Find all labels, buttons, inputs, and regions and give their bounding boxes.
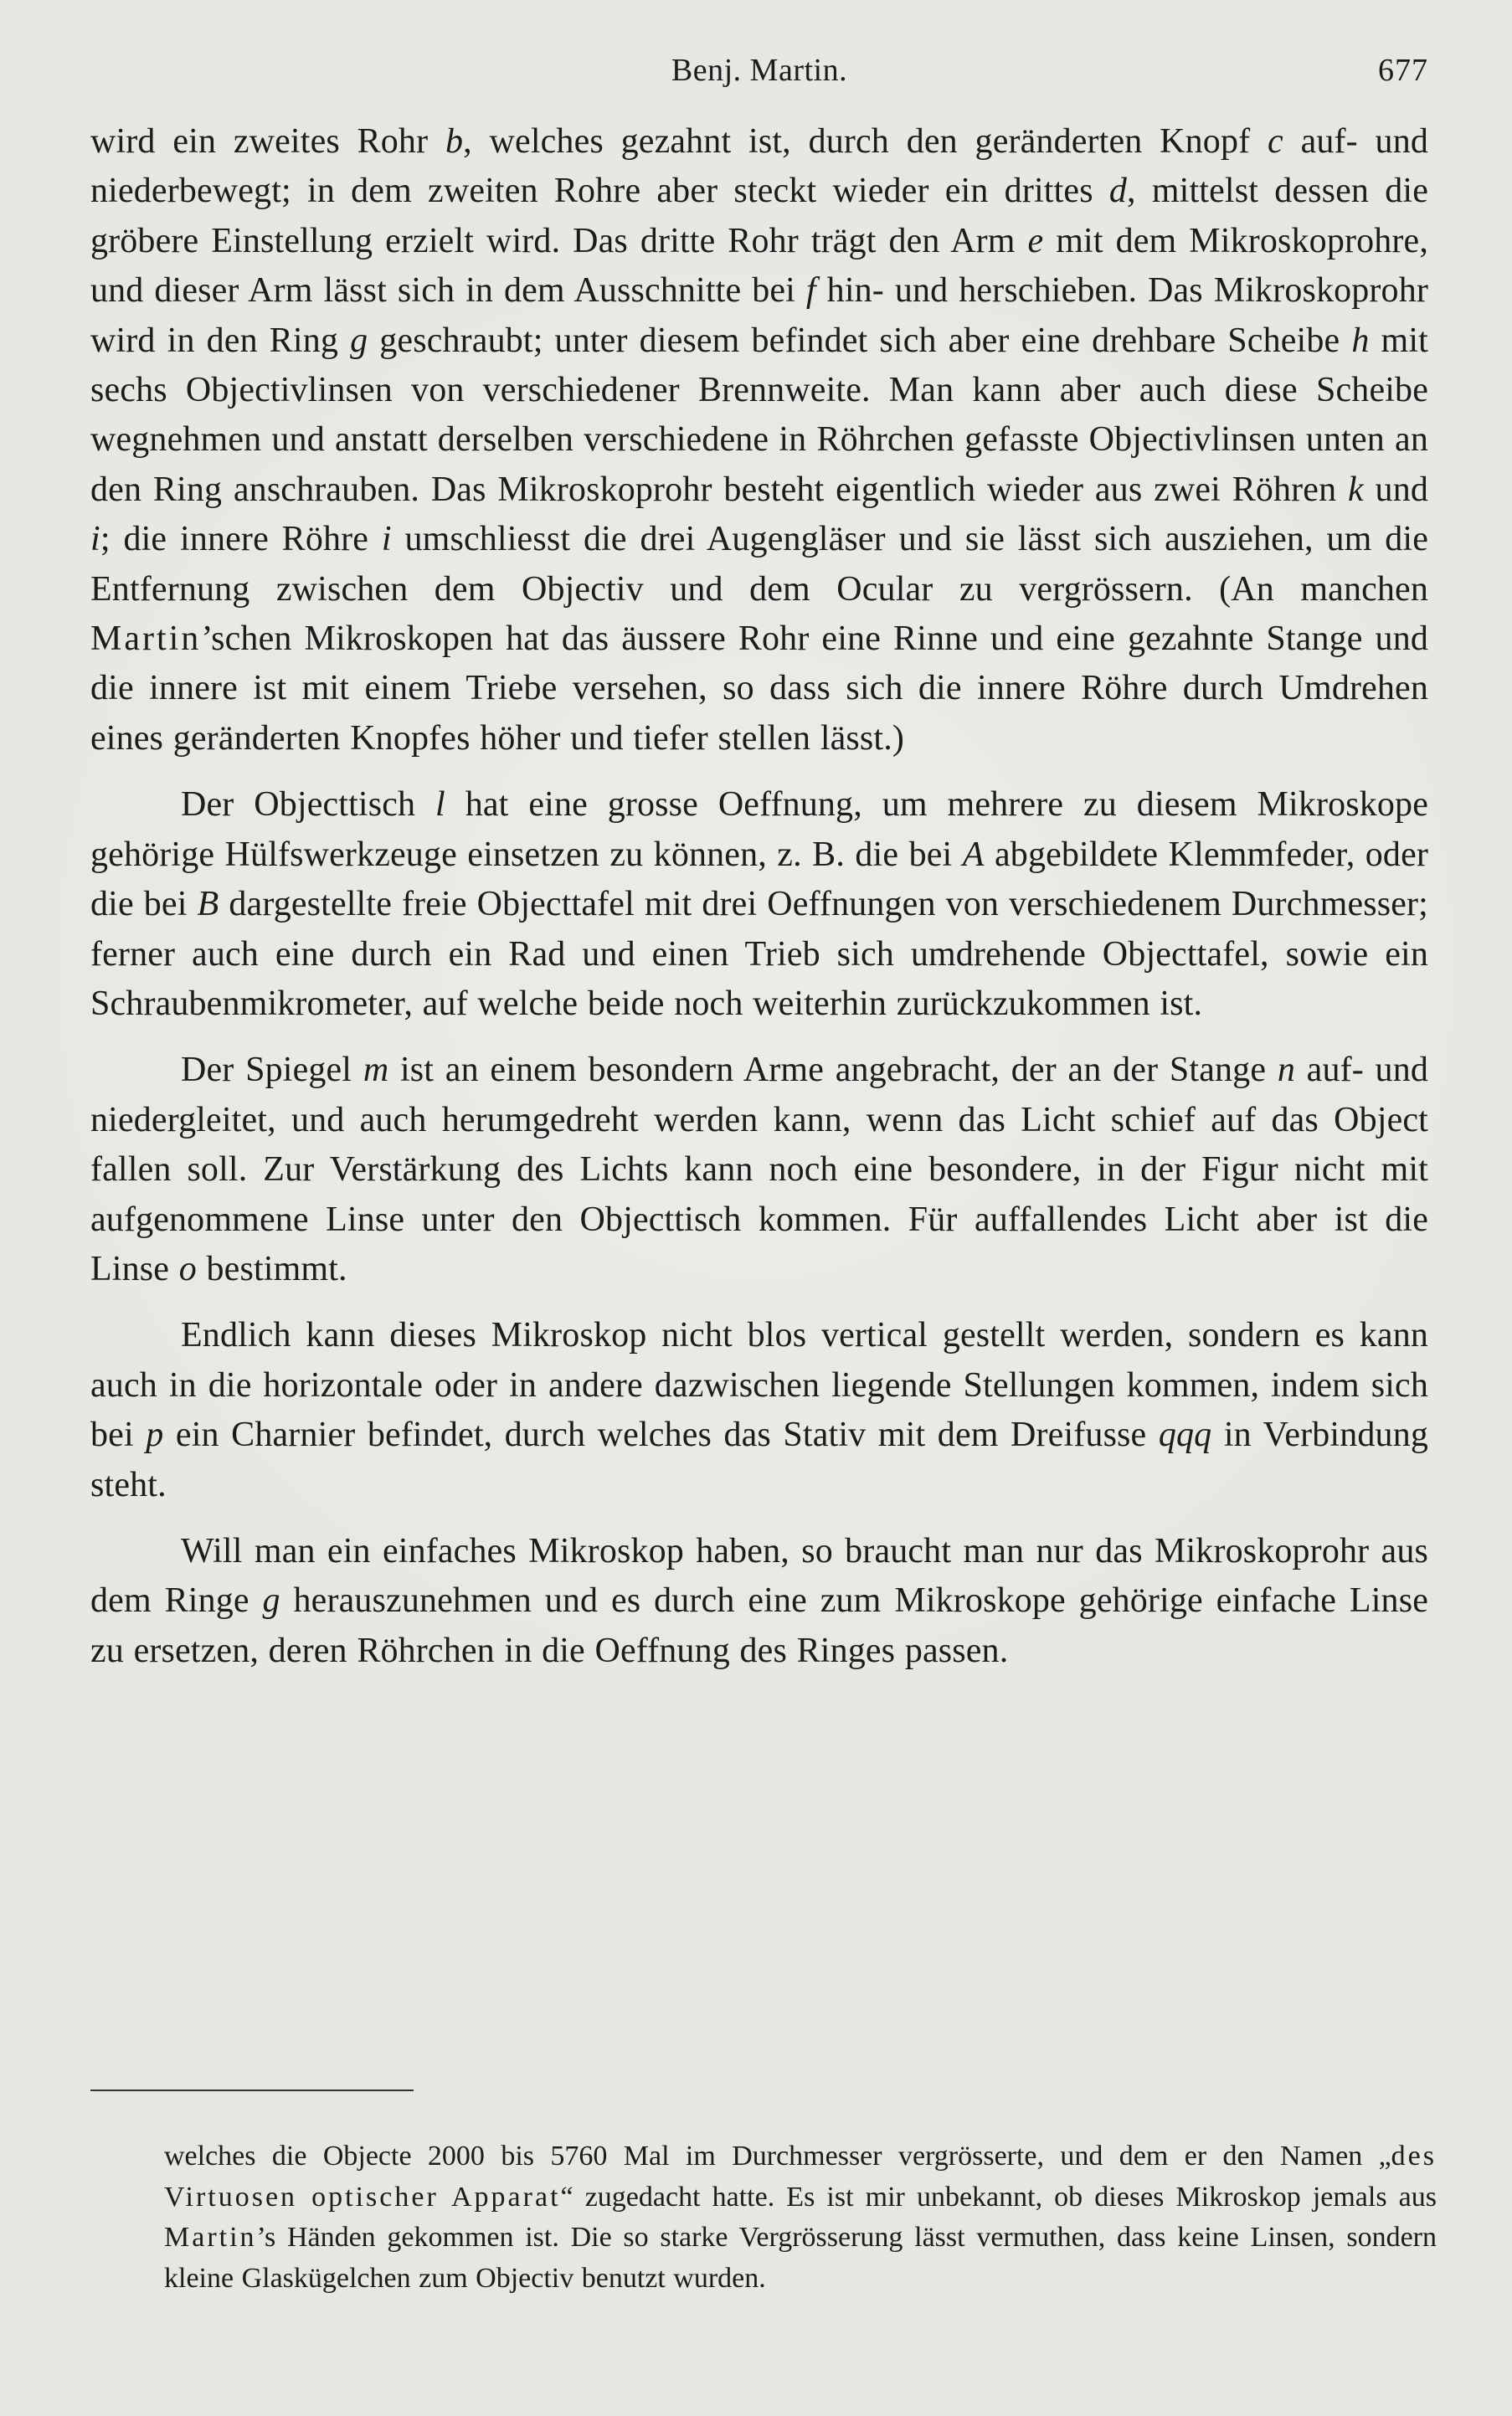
footnote: welches die Objecte 2000 bis 5760 Mal im Durchmesser vergrösserte, und dem er den Namen „des Virtuosen optischer Apparat“ zugedacht hatte. Es ist mir unbekannt, ob dieses Mikroskop jemals aus Martin’s Händen gekommen ist. Die so starke Vergrösserung lässt vermuthen, dass keine Linsen, sondern kleine Glaskügelchen zum Objectiv benutzt wurden. <box>164 2141 1437 2294</box>
paragraph-2: Der Objecttisch l hat eine grosse Oeffnung, um mehrere zu diesem Mikroskope gehörige Hülfswerkzeuge einsetzen zu können, z. B. die bei A abgebildete Klemmfeder, oder die bei B dargestellte freie Objecttafel mit drei Oeffnungen von verschiedenem Durchmesser; ferner auch eine durch ein Rad und einen Trieb sich umdrehende Objecttafel, sowie ein Schraubenmikrometer, auf welche beide noch weiterhin zurückzukommen ist. <box>90 785 1428 1023</box>
paragraph-4: Endlich kann dieses Mikroskop nicht blos vertical gestellt werden, sondern es kann auch in die horizontale oder in andere dazwischen liegende Stellungen kommen, indem sich bei p ein Charnier befindet, durch welches das Stativ mit dem Dreifusse qqq in Verbindung steht. <box>90 1316 1428 1504</box>
page-header <box>90 52 1428 102</box>
paragraph-5: Will man ein einfaches Mikroskop haben, so braucht man nur das Mikroskoprohr aus dem Ringe g herauszunehmen und es durch eine zum Mikroskope gehörige einfache Linse zu ersetzen, deren Röhrchen in die Oeffnung des Ringes passen. <box>90 1531 1428 1670</box>
footnote-rule <box>90 2090 414 2091</box>
paragraph-1: wird ein zweites Rohr b, welches gezahnt ist, durch den geränderten Knopf c auf- und niederbewegt; in dem zweiten Rohre aber steckt wieder ein drittes d, mittelst dessen die gröbere Einstellung erzielt wird. Das dritte Rohr trägt den Arm e mit dem Mikroskoprohre, und dieser Arm lässt sich in dem Ausschnitte bei f hin- und herschieben. Das Mikroskoprohr wird in den Ring g geschraubt; unter diesem befindet sich aber eine drehbare Scheibe h mit sechs Objectivlinsen von verschiedener Brennweite. Man kann aber auch diese Scheibe wegnehmen und anstatt derselben verschiedene in Röhrchen gefasste Objectivlinsen unten an den Ring anschrauben. Das Mikroskoprohr besteht eigentlich wieder aus zwei Röhren k und i; die innere Röhre i umschliesst die drei Augengläser und sie lässt sich ausziehen, um die Entfernung zwischen dem Objectiv und dem Ocular zu vergrössern. (An manchen Martin’schen Mikroskopen hat das äussere Rohr eine Rinne und eine gezahnte Stange und die innere ist mit einem Triebe versehen, so dass sich die innere Röhre durch Umdrehen eines geränderten Knopfes höher und tiefer stellen lässt.) <box>90 122 1428 758</box>
main-text <box>90 117 1428 1693</box>
paragraph-3: Der Spiegel m ist an einem besondern Arme angebracht, der an der Stange n auf- und niedergleitet, und auch herumgedreht werden kann, wenn das Licht schief auf das Object fallen soll. Zur Verstärkung des Lichts kann noch eine besondere, in der Figur nicht mit aufgenommene Linse unter den Objecttisch kommen. Für auffallendes Licht aber ist die Linse o bestimmt. <box>90 1051 1428 1288</box>
page-number: 677 <box>1378 53 1428 88</box>
running-head: Benj. Martin. <box>671 53 848 88</box>
